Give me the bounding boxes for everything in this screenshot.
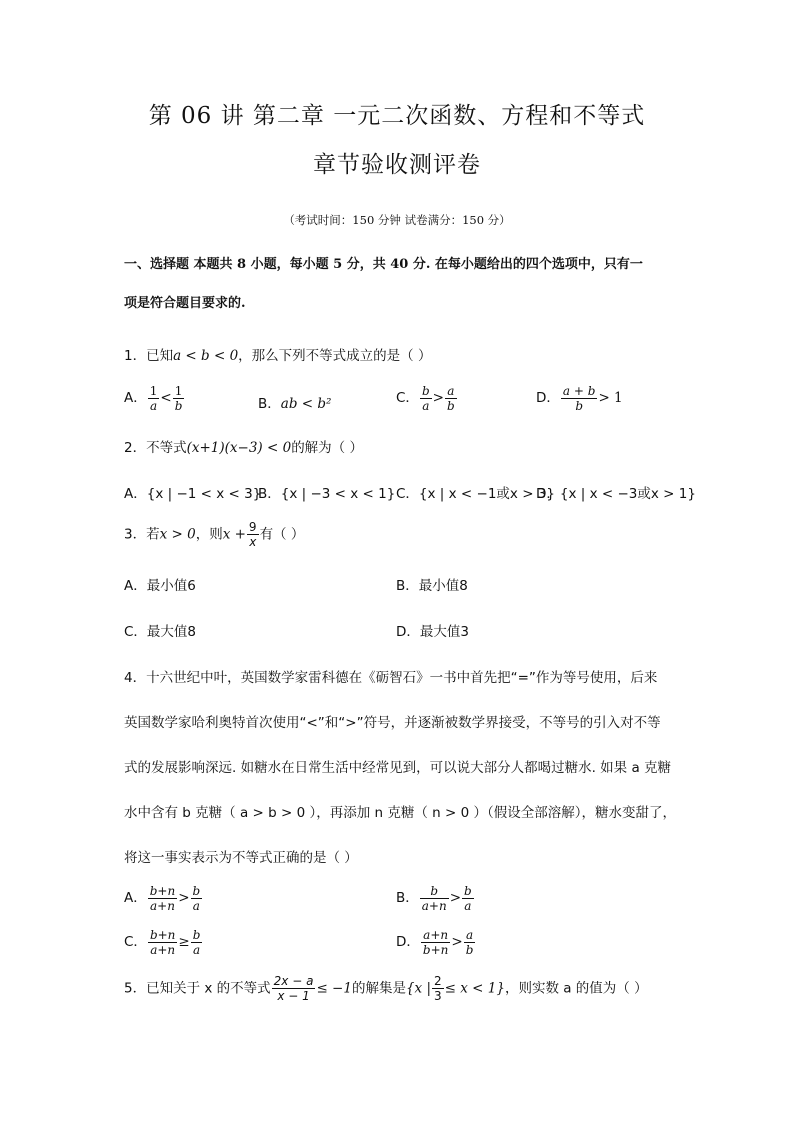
q1-a-num-left: 1 [149, 384, 158, 398]
q1-prefix: 1．已知 [124, 348, 174, 364]
q2-option-c: C．{x | x < −1或x > 3} [396, 486, 555, 502]
q1-suffix: ，那么下列不等式成立的是（ ） [238, 348, 432, 364]
q1-c-op: > [432, 390, 444, 406]
q3-cond: x > 0 [159, 526, 196, 543]
q5-suffix: ，则实数 a 的值为（ ） [504, 980, 648, 997]
q4-d-num1: a+n [421, 928, 450, 943]
q3-prefix: 3．若 [124, 526, 160, 543]
section-heading-line2: 项是符合题目要求的. [124, 296, 246, 311]
q4-b-den1: a+n [421, 899, 447, 913]
q4-b-num2: b [464, 884, 472, 898]
q1-option-a [124, 384, 185, 413]
q4-a-num2: b [192, 884, 201, 898]
q4-a-den1: a+n [150, 899, 175, 913]
q1-option-c [396, 384, 458, 413]
q4-a-op: > [178, 890, 190, 906]
q1-d-rest: > 1 [598, 390, 623, 406]
question-1 [124, 344, 431, 364]
q1-c-den-left: a [422, 399, 430, 413]
q1-b-label: B． [258, 396, 281, 412]
q2-option-a: A．{x | −1 < x < 3} [124, 486, 262, 502]
q5-set-left: {x | [405, 980, 432, 997]
q5-rel: ≤ −1 [316, 980, 352, 997]
q3-expr-left: x + [222, 526, 246, 543]
q4-c-den2: a [192, 943, 201, 957]
q1-a-num-right: 1 [173, 384, 185, 399]
question-5 [124, 974, 648, 1003]
q1-c-den-right: b [446, 399, 455, 413]
q4-d-op: > [451, 934, 463, 950]
q2-expr: (x+1)(x−3) < 0 [186, 440, 292, 456]
q4-c-num2: b [192, 928, 201, 942]
q2-option-d: D．{x | x < −3或x > 1} [536, 486, 696, 502]
q4-b-num1: b [420, 884, 449, 899]
q5-prefix: 5．已知关于 x 的不等式 [124, 980, 271, 997]
q5-set-den: 3 [434, 989, 442, 1003]
q4-d-num2: a [464, 928, 476, 943]
q4-b-label: B． [396, 890, 419, 906]
q4-b-den2: a [464, 899, 472, 913]
q4-line5: 将这一事实表示为不等式正确的是（ ） [124, 850, 358, 866]
q2-suffix: 的解为（ ） [291, 440, 363, 456]
q3-option-b: B．最小值8 [396, 578, 468, 594]
q1-condition: a < b < 0 [173, 348, 239, 364]
page-title-line1: 第 06 讲 第二章 一元二次函数、方程和不等式 [148, 103, 646, 129]
q3-den: x [249, 535, 257, 549]
q5-set-right: ≤ x < 1} [444, 980, 505, 997]
q5-mid: 的解集是 [351, 980, 406, 997]
q1-option-d [536, 384, 623, 413]
q1-a-den-left: a [149, 399, 158, 413]
q1-a-den-right: b [174, 399, 183, 413]
q4-a-num1: b+n [149, 884, 176, 898]
q4-c-op: ≥ [178, 934, 190, 950]
exam-info: （考试时间：150 分钟 试卷满分：150 分） [283, 213, 511, 227]
q1-option-b [258, 392, 331, 412]
q3-mid: ，则 [195, 526, 223, 543]
section-heading-line1: 一、选择题 本题共 8 小题，每小题 5 分，共 40 分. 在每小题给出的四个选项中，只有一 [124, 257, 643, 272]
q4-option-b [396, 884, 475, 913]
q1-c-num-left: b [421, 384, 430, 398]
q5-num: 2x − a [273, 974, 314, 988]
q4-c-num1: b+n [149, 928, 176, 942]
q1-b-expr: ab < b² [280, 396, 332, 412]
q3-option-c: C．最大值8 [124, 624, 197, 640]
q1-d-num: a + b [562, 384, 596, 398]
q4-option-d [396, 928, 476, 957]
q1-a-label: A． [124, 390, 147, 406]
q4-line2: 英国数学家哈利奥特首次使用“<”和“>”符号，并逐渐被数学界接受，不等号的引入对不等 [124, 715, 661, 731]
q3-num: 9 [248, 520, 257, 534]
q4-a-label: A． [124, 890, 147, 906]
q4-line4: 水中含有 b 克糖（ a > b > 0 ），再添加 n 克糖（ n > 0 ）（假设全部溶解），糖水变甜了， [124, 805, 676, 821]
q4-c-den1: a+n [150, 943, 176, 957]
q1-c-num-right: a [445, 384, 457, 399]
q4-option-a [124, 884, 203, 913]
q4-line1: 4．十六世纪中叶，英国数学家雷科德在《砺智石》一书中首先把“=”作为等号使用，后来 [124, 670, 658, 686]
q4-d-den2: b [465, 943, 474, 957]
q4-option-c [124, 928, 203, 957]
q1-a-op: < [160, 390, 172, 406]
q2-prefix: 2．不等式 [124, 440, 187, 456]
q4-b-op: > [449, 890, 462, 906]
q1-d-label: D． [536, 390, 560, 406]
q4-a-den2: a [192, 899, 200, 913]
page-title-line2: 章节验收测评卷 [313, 152, 481, 178]
question-3 [124, 520, 304, 549]
q1-d-den: b [575, 399, 584, 413]
q3-option-a: A．最小值6 [124, 578, 196, 594]
q3-suffix: 有（ ） [259, 526, 305, 543]
q4-c-label: C． [124, 934, 147, 950]
q3-option-d: D．最大值3 [396, 624, 469, 640]
q4-line3: 式的发展影响深远. 如糖水在日常生活中经常见到，可以说大部分人都喝过糖水. 如果 a 克糖 [124, 760, 672, 776]
q5-den: x − 1 [277, 989, 310, 1003]
q4-d-den1: b+n [422, 943, 449, 957]
q1-c-label: C． [396, 390, 419, 406]
q2-option-b: B．{x | −3 < x < 1} [258, 486, 396, 502]
question-2 [124, 436, 363, 456]
q4-d-label: D． [396, 934, 420, 950]
q5-set-num: 2 [434, 974, 442, 988]
